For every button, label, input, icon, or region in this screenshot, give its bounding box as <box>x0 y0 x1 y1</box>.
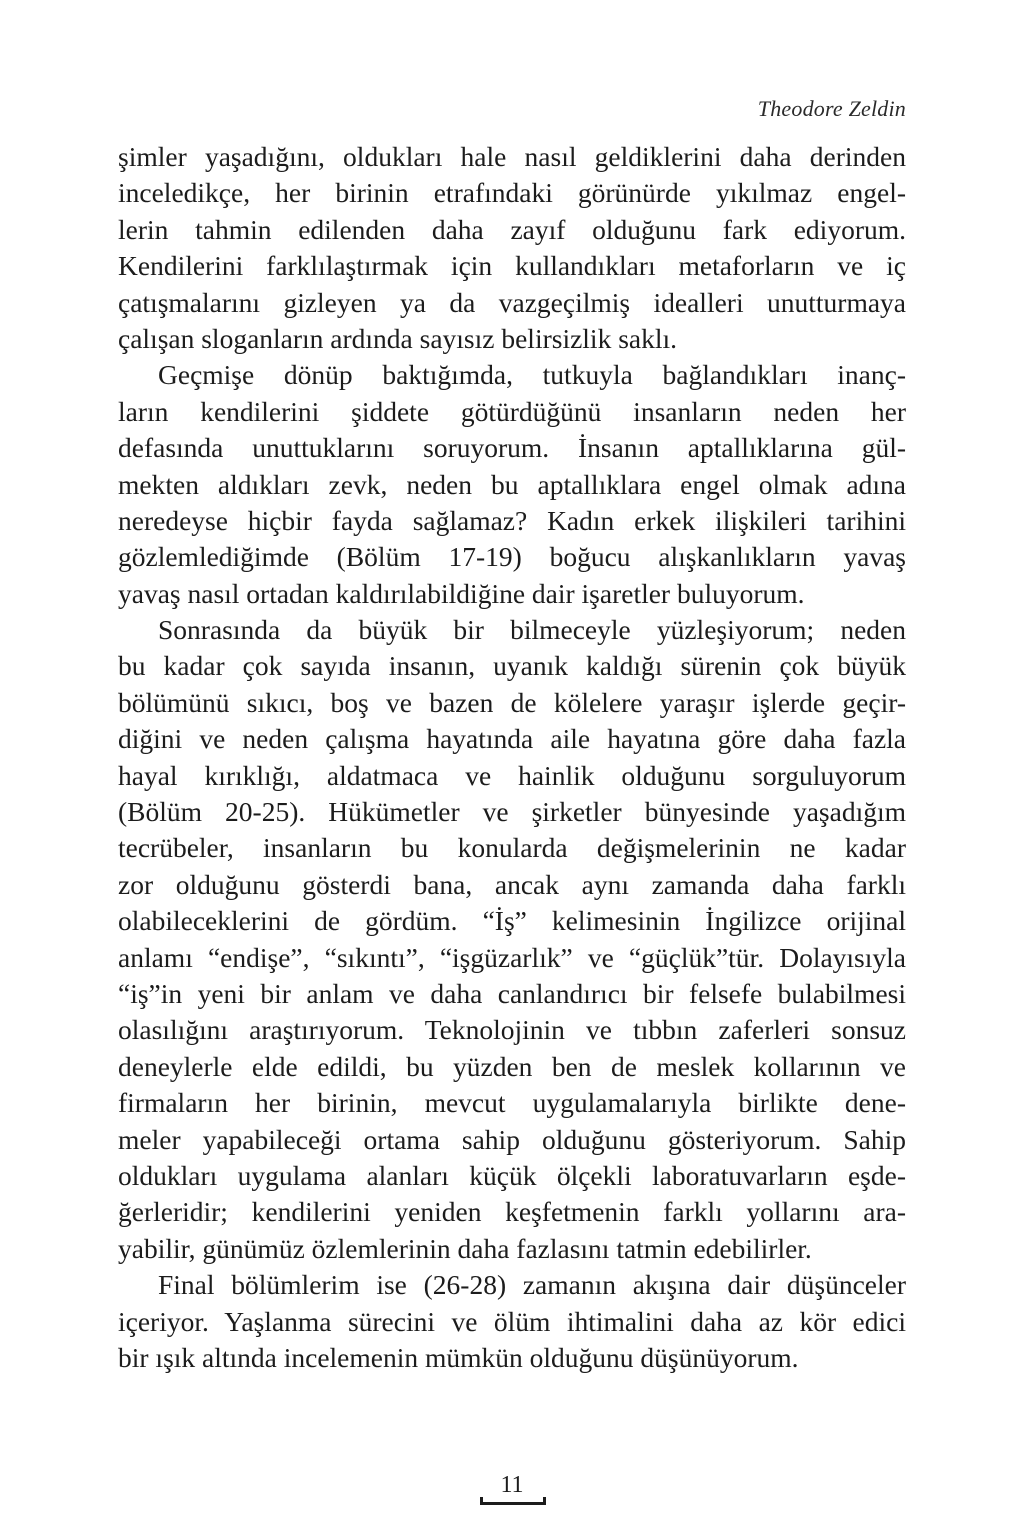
text-line: oldukları uygulama alanları küçük ölçekli laboratuvarların eşde- <box>118 1159 906 1191</box>
text-line: Sonrasında da büyük bir bilmeceyle yüzleşiyorum; neden <box>158 614 906 646</box>
text-line: tecrübeler, insanların bu konularda değişmelerinin ne kadar <box>118 832 906 864</box>
paragraph-3 <box>118 612 906 1267</box>
text-line: (Bölüm 20-25). Hükümetler ve şirketler bünyesinde yaşadığım <box>118 796 906 828</box>
text-line: defasında unuttuklarını soruyorum. İnsanın aptallıklarına gül- <box>118 432 906 464</box>
text-line: gözlemlediğimde (Bölüm 17-19) boğucu alışkanlıkların yavaş <box>118 541 906 573</box>
text-line: ğerleridir; kendilerini yeniden keşfetmenin farklı yollarını ara- <box>118 1196 906 1228</box>
text-line: lerin tahmin edilenden daha zayıf olduğunu fark ediyorum. <box>118 213 906 245</box>
text-line: Final bölümlerim ise (26-28) zamanın akışına dair düşünceler <box>158 1269 906 1301</box>
text-line: neredeyse hiçbir fayda sağlamaz? Kadın erkek ilişkileri tarihini <box>118 504 906 536</box>
text-line: anlamı “endişe”, “sıkıntı”, “işgüzarlık” ve “güçlük”tür. Dolayısıyla <box>118 941 906 973</box>
text-line: yavaş nasıl ortadan kaldırılabildiğine dair işaretler buluyorum. <box>118 577 805 609</box>
paragraph-1 <box>118 139 906 357</box>
text-line: olasılığını araştırıyorum. Teknolojinin ve tıbbın zaferleri sonsuz <box>118 1014 906 1046</box>
text-line: inceledikçe, her birinin etrafındaki görünürde yıkılmaz engel- <box>118 177 906 209</box>
text-line: mekten aldıkları zevk, neden bu aptallıklara engel olmak adına <box>118 468 906 500</box>
text-line: çatışmalarını gizleyen ya da vazgeçilmiş idealleri unutturmaya <box>118 286 906 318</box>
page-number-text: 11 <box>500 1472 524 1498</box>
body-text <box>118 139 906 1376</box>
running-head-author: Theodore Zeldin <box>757 96 906 121</box>
text-line: ların kendilerini şiddete götürdüğünü insanların neden her <box>118 395 906 427</box>
text-line: olabileceklerini de gördüm. “İş” kelimesinin İngilizce orijinal <box>118 905 906 937</box>
text-line: firmaların her birinin, mevcut uygulamalarıyla birlikte dene- <box>118 1087 906 1119</box>
text-line: bölümünü sıkıcı, boş ve bazen de kölelere yaraşır işlerde geçir- <box>118 686 906 718</box>
text-line: bir ışık altında incelemenin mümkün olduğunu düşünüyorum. <box>118 1341 799 1373</box>
text-line: Geçmişe dönüp baktığımda, tutkuyla bağlandıkları inanç- <box>158 359 906 391</box>
text-line: yabilir, günümüz özlemlerinin daha fazlasını tatmin edebilirler. <box>118 1232 812 1264</box>
text-line: çalışan sloganların ardında sayısız belirsizlik saklı. <box>118 322 678 354</box>
text-line: deneylerle elde edildi, bu yüzden ben de meslek kollarının ve <box>118 1050 906 1082</box>
text-line: bu kadar çok sayıda insanın, uyanık kaldığı sürenin çok büyük <box>118 650 906 682</box>
paragraph-2 <box>118 357 906 612</box>
page-number-rule <box>480 1502 546 1505</box>
text-line: diğini ve neden çalışma hayatında aile hayatına göre daha fazla <box>118 723 906 755</box>
text-line: “iş”in yeni bir anlam ve daha canlandırıcı bir felsefe bulabilmesi <box>118 977 906 1009</box>
text-line: Kendilerini farklılaştırmak için kullandıkları metaforların ve iç <box>118 250 906 282</box>
text-line: içeriyor. Yaşlanma sürecini ve ölüm ihtimalini daha az kör edici <box>118 1305 906 1337</box>
text-line: zor olduğunu gösterdi bana, ancak aynı zamanda daha farklı <box>118 868 906 900</box>
paragraph-4 <box>118 1267 906 1376</box>
text-line: meler yapabileceği ortama sahip olduğunu gösteriyorum. Sahip <box>118 1123 906 1155</box>
text-line: hayal kırıklığı, aldatmaca ve hainlik olduğunu sorguluyorum <box>118 759 906 791</box>
page-number <box>0 1472 1024 1499</box>
text-line: şimler yaşadığını, oldukları hale nasıl geldiklerini daha derinden <box>118 141 906 172</box>
